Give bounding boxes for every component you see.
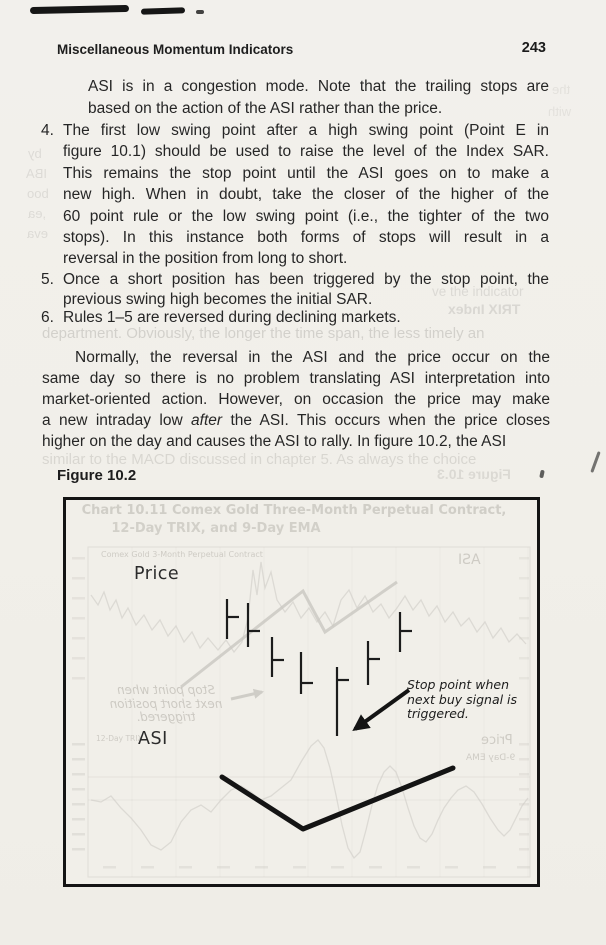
scan-artifact bbox=[141, 7, 185, 15]
list-item-text: The first low swing point after a high swing point (Point E in figure 10.1) should be used to raise the level of the Index SAR. This remains the stop point until the ASI goes on to make a new high. When in doubt, take the closer of the higher of the 60 point rule or the low swing point (i.e., the tighter of the two stops). In this instance both forms of stops will result in a reversal in the position from long to short. bbox=[63, 122, 549, 268]
price-label: Price bbox=[134, 564, 180, 584]
running-header: Miscellaneous Momentum Indicators bbox=[57, 42, 294, 57]
bleedthrough-fragment: ,ea bbox=[28, 206, 47, 221]
bleedthrough-fragment: Figure 10.3 bbox=[437, 466, 511, 482]
scan-artifact bbox=[590, 451, 600, 473]
paragraph-normally: Normally, the reversal in the ASI and the price occur on the same day so there is no problem translating ASI interpretation into market-oriented action. However, on occasion the price may make a new intraday low after the ASI. This occurs when the price closes higher on the day and causes the ASI to rally. In figure 10.2, the ASI bbox=[42, 349, 550, 450]
list-number: 4. bbox=[41, 122, 54, 139]
stop-point-annotation: Stop point when next buy signal is triggered. bbox=[407, 677, 518, 721]
bleedthrough-ema-label: 9-Day EMA bbox=[466, 753, 516, 763]
bleedthrough-chart-subtitle: 12-Day TRIX, and 9-Day EMA bbox=[111, 521, 321, 536]
figure-caption: Figure 10.2 bbox=[57, 467, 137, 484]
list-item-5 bbox=[41, 270, 549, 311]
bleedthrough-asi-label: ASI bbox=[458, 552, 481, 568]
bleedthrough-fragment: with bbox=[548, 104, 572, 119]
list-number: 6. bbox=[41, 309, 54, 326]
page-number: 243 bbox=[521, 40, 546, 56]
scan-artifact bbox=[196, 10, 204, 14]
bleedthrough-chart-small-title: Comex Gold 3-Month Perpetual Contract bbox=[101, 550, 263, 559]
list-number: 5. bbox=[41, 271, 54, 288]
bleedthrough-stop-annotation: Stop point when next short position triggered. bbox=[109, 683, 223, 724]
bleedthrough-fragment: the bbox=[552, 82, 571, 97]
bleedthrough-fragment: ve the indicator bbox=[432, 284, 524, 299]
scan-artifact bbox=[30, 5, 129, 14]
bleedthrough-chart-title: Chart 10.11 Comex Gold Three-Month Perpetual Contract, bbox=[81, 503, 507, 518]
bleedthrough-fragment: TRIX Index bbox=[448, 301, 521, 317]
list-item-text: Once a short position has been triggered by the stop point, the previous swing high becomes the initial SAR. bbox=[63, 271, 549, 309]
bleedthrough-fragment: by bbox=[28, 146, 42, 161]
bleedthrough-line: department. Obviously, the longer the time span, the less timely an bbox=[42, 325, 485, 342]
bleedthrough-fragment: IBA bbox=[26, 166, 47, 181]
bleedthrough-fragment: eva bbox=[27, 226, 48, 241]
bleedthrough-fragment: boo bbox=[27, 186, 49, 201]
list-item-text: Rules 1–5 are reversed during declining markets. bbox=[63, 309, 401, 326]
bleedthrough-price-label: Price bbox=[481, 733, 513, 748]
figure-box bbox=[63, 497, 540, 887]
bleedthrough-trix-label: 12-Day TRIX bbox=[96, 734, 143, 743]
asi-label: ASI bbox=[138, 729, 168, 749]
scan-artifact bbox=[539, 470, 545, 479]
bleedthrough-line: similar to the MACD discussed in chapter 5. As always the choice bbox=[42, 451, 477, 468]
paragraph-item3-continuation: ASI is in a congestion mode. Note that the trailing stops are based on the action of the ASI rather than the price. bbox=[88, 78, 549, 117]
list-item-4 bbox=[41, 120, 549, 270]
